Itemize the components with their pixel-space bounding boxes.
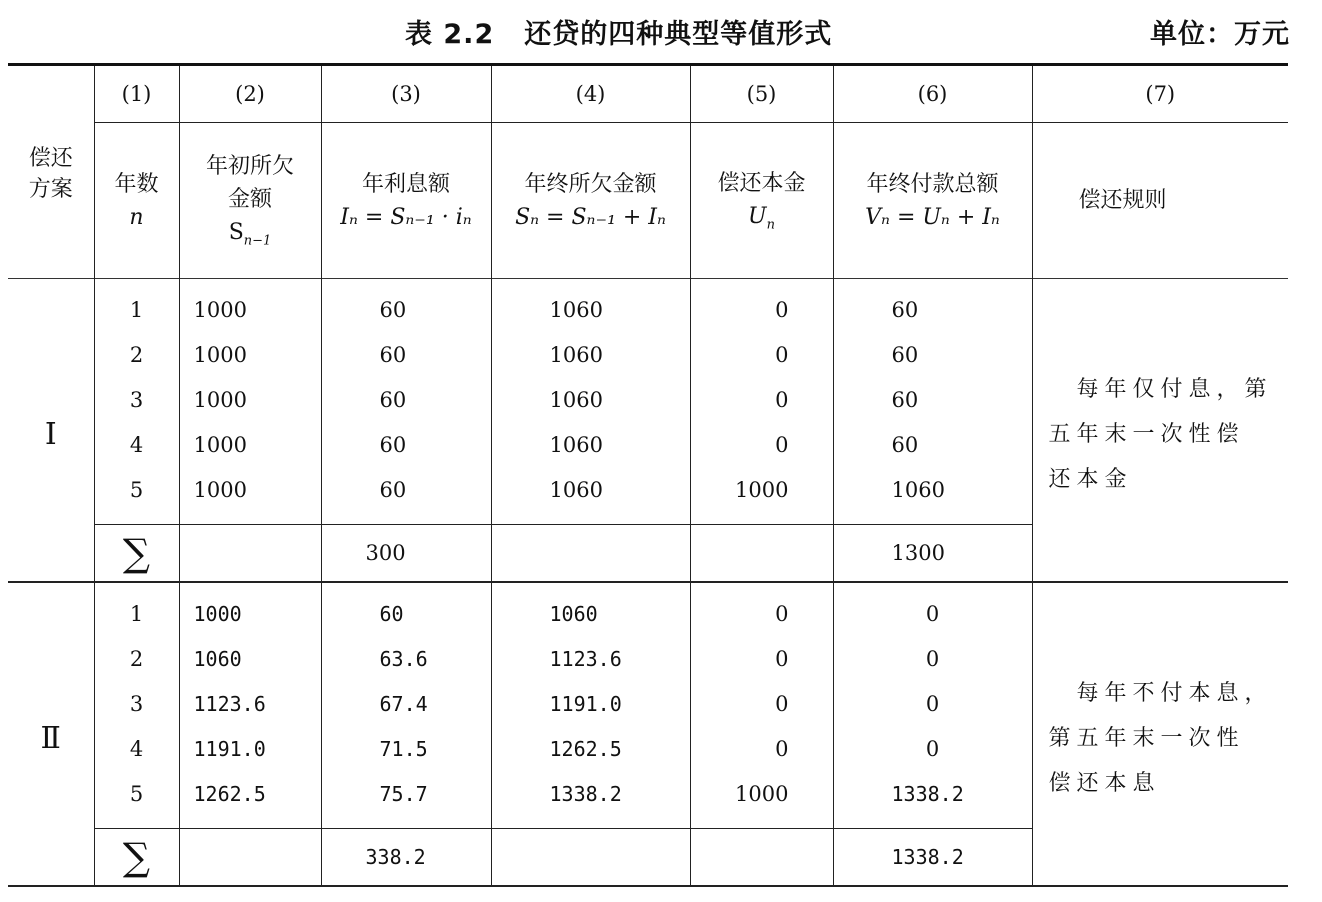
cell-n: 4 (94, 726, 179, 771)
col-number-6: (6) (833, 65, 1032, 123)
start-debt-subscript: n−1 (243, 233, 272, 249)
cell-n: 1 (94, 582, 179, 636)
cell-s-end: 1060 (491, 422, 690, 467)
principal-symbol: U (748, 203, 767, 229)
cell-principal: 0 (690, 279, 833, 333)
cell-payment: 1338.2 (833, 771, 1032, 829)
cell-n: 3 (94, 681, 179, 726)
cell-s-prev: 1000 (179, 279, 321, 333)
cell-interest: 75.7 (321, 771, 491, 829)
cell-principal: 0 (690, 332, 833, 377)
cell-s-prev: 1123.6 (179, 681, 321, 726)
col-number-2: (2) (179, 65, 321, 123)
table-row (8, 582, 1288, 636)
principal-label: 偿还本金 (717, 170, 806, 196)
cell-s-prev: 1000 (179, 467, 321, 525)
rule-line: 第五年末一次性 (1048, 725, 1245, 751)
table-row (8, 279, 1288, 333)
col-number-7: (7) (1032, 65, 1288, 123)
sigma-icon: ∑ (94, 829, 179, 887)
cell-empty (690, 525, 833, 583)
cell-empty (491, 829, 690, 887)
cell-principal: 0 (690, 582, 833, 636)
table-title (405, 12, 832, 51)
cell-empty (491, 525, 690, 583)
cell-s-end: 1060 (491, 332, 690, 377)
cell-interest: 60 (321, 467, 491, 525)
scheme-label-line2: 方案 (28, 177, 73, 202)
col-number-5: (5) (690, 65, 833, 123)
end-debt-label: 年终所欠金额 (524, 171, 657, 197)
cell-interest: 60 (321, 377, 491, 422)
cell-principal: 0 (690, 681, 833, 726)
years-label: 年数 (114, 171, 159, 197)
cell-payment: 0 (833, 726, 1032, 771)
sum-interest: 300 (321, 525, 491, 583)
cell-s-end: 1060 (491, 279, 690, 333)
years-symbol: n (129, 204, 144, 230)
rule-line: 还本金 (1048, 466, 1133, 492)
cell-s-end: 1123.6 (491, 636, 690, 681)
header-label-row (8, 123, 1288, 279)
cell-n: 3 (94, 377, 179, 422)
cell-s-prev: 1060 (179, 636, 321, 681)
rule-cell (1032, 582, 1288, 886)
rule-line: 每年仅付息，第 (1048, 376, 1273, 402)
header-payment (833, 123, 1032, 279)
rule-line: 偿还本息 (1048, 770, 1161, 796)
cell-payment: 60 (833, 422, 1032, 467)
cell-interest: 60 (321, 279, 491, 333)
payment-label: 年终付款总额 (866, 171, 999, 197)
cell-empty (179, 525, 321, 583)
cell-payment: 0 (833, 681, 1032, 726)
interest-label: 年利息额 (361, 171, 450, 197)
col-number-4: (4) (491, 65, 690, 123)
start-debt-label-1: 年初所欠 (205, 154, 294, 180)
cell-interest: 63.6 (321, 636, 491, 681)
cell-s-prev: 1000 (179, 377, 321, 422)
cell-payment: 60 (833, 332, 1032, 377)
cell-principal: 0 (690, 377, 833, 422)
cell-empty (690, 829, 833, 887)
cell-s-prev: 1000 (179, 422, 321, 467)
cell-payment: 60 (833, 377, 1032, 422)
rule-cell (1032, 279, 1288, 583)
header-start-debt (179, 123, 321, 279)
cell-s-end: 1191.0 (491, 681, 690, 726)
cell-payment: 0 (833, 636, 1032, 681)
cell-payment: 1060 (833, 467, 1032, 525)
cell-principal: 1000 (690, 467, 833, 525)
cell-s-end: 1060 (491, 582, 690, 636)
cell-s-prev: 1191.0 (179, 726, 321, 771)
cell-n: 5 (94, 771, 179, 829)
cell-s-end: 1060 (491, 467, 690, 525)
header-years (94, 123, 179, 279)
sigma-icon: ∑ (94, 525, 179, 583)
header-interest (321, 123, 491, 279)
header-end-debt (491, 123, 690, 279)
rule-line: 五年末一次性偿 (1048, 421, 1245, 447)
header-scheme (8, 65, 94, 279)
scheme-label-line1: 偿还 (28, 146, 73, 171)
end-debt-formula: Sₙ = Sₙ₋₁ + Iₙ (515, 204, 666, 230)
principal-subscript: n (766, 216, 775, 232)
interest-formula: Iₙ = Sₙ₋₁ · iₙ (340, 204, 472, 230)
sum-payment: 1338.2 (833, 829, 1032, 887)
cell-interest: 60 (321, 332, 491, 377)
cell-s-end: 1262.5 (491, 726, 690, 771)
cell-n: 2 (94, 332, 179, 377)
cell-interest: 67.4 (321, 681, 491, 726)
header-rule: 偿还规则 (1032, 123, 1288, 279)
col-number-1: (1) (94, 65, 179, 123)
cell-s-end: 1060 (491, 377, 690, 422)
cell-empty (179, 829, 321, 887)
start-debt-label-2: 金额 (227, 187, 272, 213)
cell-principal: 0 (690, 726, 833, 771)
col-number-3: (3) (321, 65, 491, 123)
cell-n: 5 (94, 467, 179, 525)
cell-principal: 0 (690, 422, 833, 467)
header-principal (690, 123, 833, 279)
cell-payment: 0 (833, 582, 1032, 636)
scheme-cell: Ⅰ (8, 279, 94, 583)
cell-s-prev: 1262.5 (179, 771, 321, 829)
table-caption: 还贷的四种典型等值形式 (524, 19, 833, 50)
cell-n: 4 (94, 422, 179, 467)
scheme-cell: Ⅱ (8, 582, 94, 886)
cell-principal: 0 (690, 636, 833, 681)
cell-s-end: 1338.2 (491, 771, 690, 829)
header-number-row (8, 65, 1288, 123)
payment-formula: Vₙ = Uₙ + Iₙ (865, 204, 1000, 230)
start-debt-symbol: S (228, 220, 244, 246)
cell-s-prev: 1000 (179, 332, 321, 377)
cell-principal: 1000 (690, 771, 833, 829)
repayment-table (8, 63, 1288, 887)
cell-interest: 60 (321, 582, 491, 636)
cell-interest: 60 (321, 422, 491, 467)
rule-line: 每年不付本息， (1048, 680, 1273, 706)
cell-interest: 71.5 (321, 726, 491, 771)
cell-payment: 60 (833, 279, 1032, 333)
cell-n: 1 (94, 279, 179, 333)
cell-s-prev: 1000 (179, 582, 321, 636)
table-number: 表 2.2 (405, 19, 495, 50)
cell-n: 2 (94, 636, 179, 681)
unit-label: 单位：万元 (1150, 19, 1290, 50)
sum-interest: 338.2 (321, 829, 491, 887)
sum-payment: 1300 (833, 525, 1032, 583)
